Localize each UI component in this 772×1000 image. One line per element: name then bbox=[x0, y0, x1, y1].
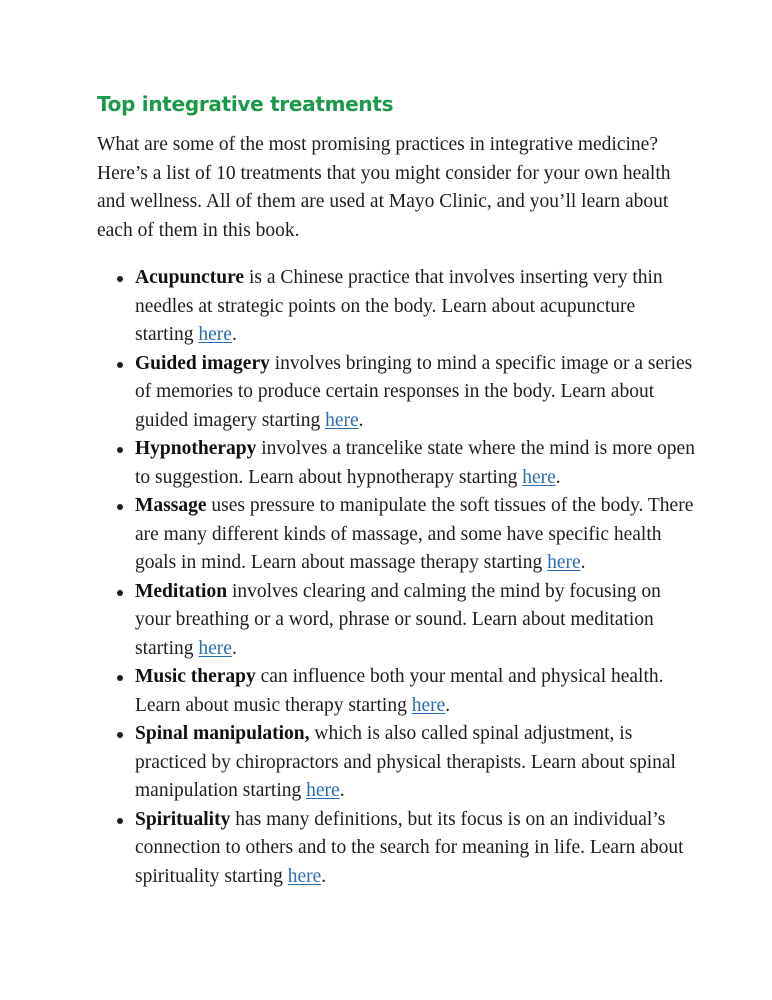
here-link[interactable]: here bbox=[287, 865, 322, 887]
here-link[interactable]: here bbox=[198, 637, 232, 659]
list-item-massage bbox=[135, 492, 695, 578]
here-link[interactable]: here bbox=[522, 466, 556, 488]
sentence-end: . bbox=[358, 409, 364, 431]
treatment-term: Massage bbox=[135, 495, 207, 516]
treatment-description: has many definitions, but its focus is on an individual’s connection to others and to the search for meaning in life. Learn about spirituality starting bbox=[135, 808, 684, 887]
list-item-guided-imagery bbox=[135, 350, 695, 436]
treatment-description: uses pressure to manipulate the soft tissues of the body. There are many different kinds of massage, and some have specific health goals in mind. Learn about massage therapy starting bbox=[135, 495, 694, 573]
treatment-description: is a Chinese practice that involves inserting very thin needles at strategic points on the body. Learn about acupuncture starting bbox=[135, 267, 663, 345]
treatment-description: involves bringing to mind a specific image or a series of memories to produce certain responses in the body. Learn about guided imagery starting bbox=[135, 352, 693, 431]
treatment-term: Hypnotherapy bbox=[135, 438, 257, 459]
treatment-list bbox=[135, 264, 695, 891]
treatment-term: Acupuncture bbox=[135, 267, 245, 288]
list-item-acupuncture bbox=[135, 264, 695, 350]
here-link[interactable]: here bbox=[325, 409, 359, 431]
list-item-meditation bbox=[135, 578, 695, 664]
list-item-hypnotherapy bbox=[135, 435, 695, 492]
treatment-term: Music therapy bbox=[135, 666, 256, 687]
treatment-term: Meditation bbox=[135, 580, 228, 602]
treatment-term: Spinal manipulation, bbox=[135, 723, 310, 744]
here-link[interactable]: here bbox=[306, 780, 340, 801]
sentence-end: . bbox=[231, 637, 237, 659]
here-link[interactable]: here bbox=[547, 552, 581, 573]
sentence-end: . bbox=[339, 780, 345, 801]
treatment-description: can influence both your mental and physical health. Learn about music therapy starting bbox=[135, 666, 664, 716]
sentence-end: . bbox=[580, 552, 586, 573]
treatment-term: Spirituality bbox=[135, 808, 231, 830]
list-item-spinal-manipulation bbox=[135, 720, 695, 806]
treatment-description: involves clearing and calming the mind by focusing on your breathing or a word, phrase or sound. Learn about meditation starting bbox=[135, 580, 661, 659]
sentence-end: . bbox=[231, 324, 237, 345]
section-heading: Top integrative treatments bbox=[97, 92, 394, 116]
here-link[interactable]: here bbox=[198, 324, 232, 345]
sentence-end: . bbox=[555, 466, 561, 488]
list-item-spirituality bbox=[135, 806, 695, 892]
intro-paragraph: What are some of the most promising practices in integrative medicine? Here’s a list of 10 treatments that you might consider for your own health and wellness. All of them are used at Mayo Clinic, and you’ll learn about each of them in this book. bbox=[97, 134, 671, 241]
treatment-description: involves a trancelike state where the mind is more open to suggestion. Learn about hypnotherapy starting bbox=[135, 438, 695, 488]
sentence-end: . bbox=[445, 694, 451, 716]
list-item-music-therapy bbox=[135, 663, 695, 720]
here-link[interactable]: here bbox=[411, 694, 446, 716]
sentence-end: . bbox=[321, 865, 327, 887]
treatment-description: which is also called spinal adjustment, is practiced by chiropractors and physical therapists. Learn about spinal manipulation starting bbox=[135, 723, 676, 801]
treatment-term: Guided imagery bbox=[135, 352, 270, 374]
